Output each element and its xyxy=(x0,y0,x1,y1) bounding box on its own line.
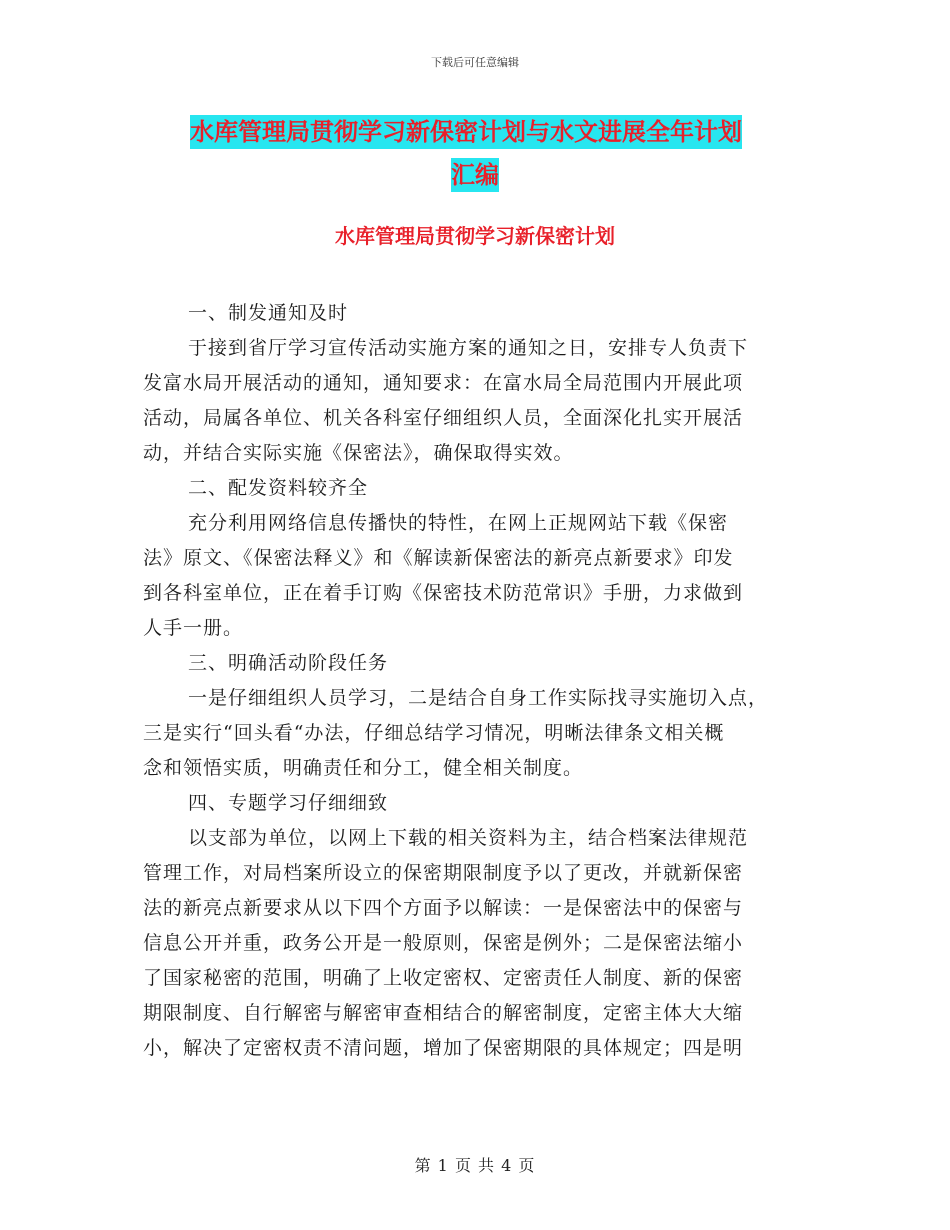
paragraph-line: 于接到省厅学习宣传活动实施方案的通知之日，安排专人负责下 xyxy=(188,337,749,359)
paragraph-line: 充分利用网络信息传播快的特性，在网上正规网站下载《保密 xyxy=(188,512,729,534)
paragraph-line: 以支部为单位，以网上下载的相关资料为主，结合档案法律规范 xyxy=(188,827,749,849)
page-number-footer: 第 1 页 共 4 页 xyxy=(414,1156,536,1175)
paragraph-line: 念和领悟实质，明确责任和分工，健全相关制度。 xyxy=(143,757,584,779)
paragraph-line: 期限制度、自行解密与解密审查相结合的解密制度，定密主体大大缩 xyxy=(143,1002,744,1024)
heading-4: 四、专题学习仔细细致 xyxy=(188,792,389,814)
section-title: 水库管理局贯彻学习新保密计划 xyxy=(335,224,615,248)
document-title-text-2: 汇编 xyxy=(451,158,499,192)
paragraph-line: 管理工作，对局档案所设立的保密期限制度予以了更改，并就新保密 xyxy=(143,862,744,884)
paragraph-line: 法的新亮点新要求从以下四个方面予以解读：一是保密法中的保密与 xyxy=(143,897,744,919)
paragraph-line: 法》原文、《保密法释义》和《解读新保密法的新亮点新要求》印发 xyxy=(143,547,734,569)
paragraph-line: 小，解决了定密权责不清问题，增加了保密期限的具体规定；四是明 xyxy=(143,1037,744,1059)
heading-2: 二、配发资料较齐全 xyxy=(188,477,369,499)
document-body xyxy=(143,296,803,1066)
page-header-note: 下载后可任意编辑 xyxy=(431,56,519,69)
paragraph-line: 活动，局属各单位、机关各科室仔细组织人员，全面深化扎实开展活 xyxy=(143,407,744,429)
paragraph-line: 了国家秘密的范围，明确了上收定密权、定密责任人制度、新的保密 xyxy=(143,967,744,989)
document-title-text-1: 水库管理局贯彻学习新保密计划与水文进展全年计划 xyxy=(190,115,742,149)
paragraph-line: 到各科室单位，正在着手订购《保密技术防范常识》手册，力求做到 xyxy=(143,582,744,604)
paragraph-line: 信息公开并重，政务公开是一般原则，保密是例外；二是保密法缩小 xyxy=(143,932,744,954)
paragraph-line: 动，并结合实际实施《保密法》，确保取得实效。 xyxy=(143,442,574,464)
document-title-line-1 xyxy=(190,110,810,154)
heading-1: 一、制发通知及时 xyxy=(188,302,349,324)
heading-3: 三、明确活动阶段任务 xyxy=(188,652,389,674)
document-title-line-2 xyxy=(0,153,950,197)
paragraph-line: 人手一册。 xyxy=(143,617,244,639)
paragraph-line: 发富水局开展活动的通知，通知要求：在富水局全局范围内开展此项 xyxy=(143,372,744,394)
paragraph-line: 三是实行“回头看“办法，仔细总结学习情况，明晰法律条文相关概 xyxy=(143,722,725,744)
paragraph-line: 一是仔细组织人员学习，二是结合自身工作实际找寻实施切入点， xyxy=(188,687,769,709)
